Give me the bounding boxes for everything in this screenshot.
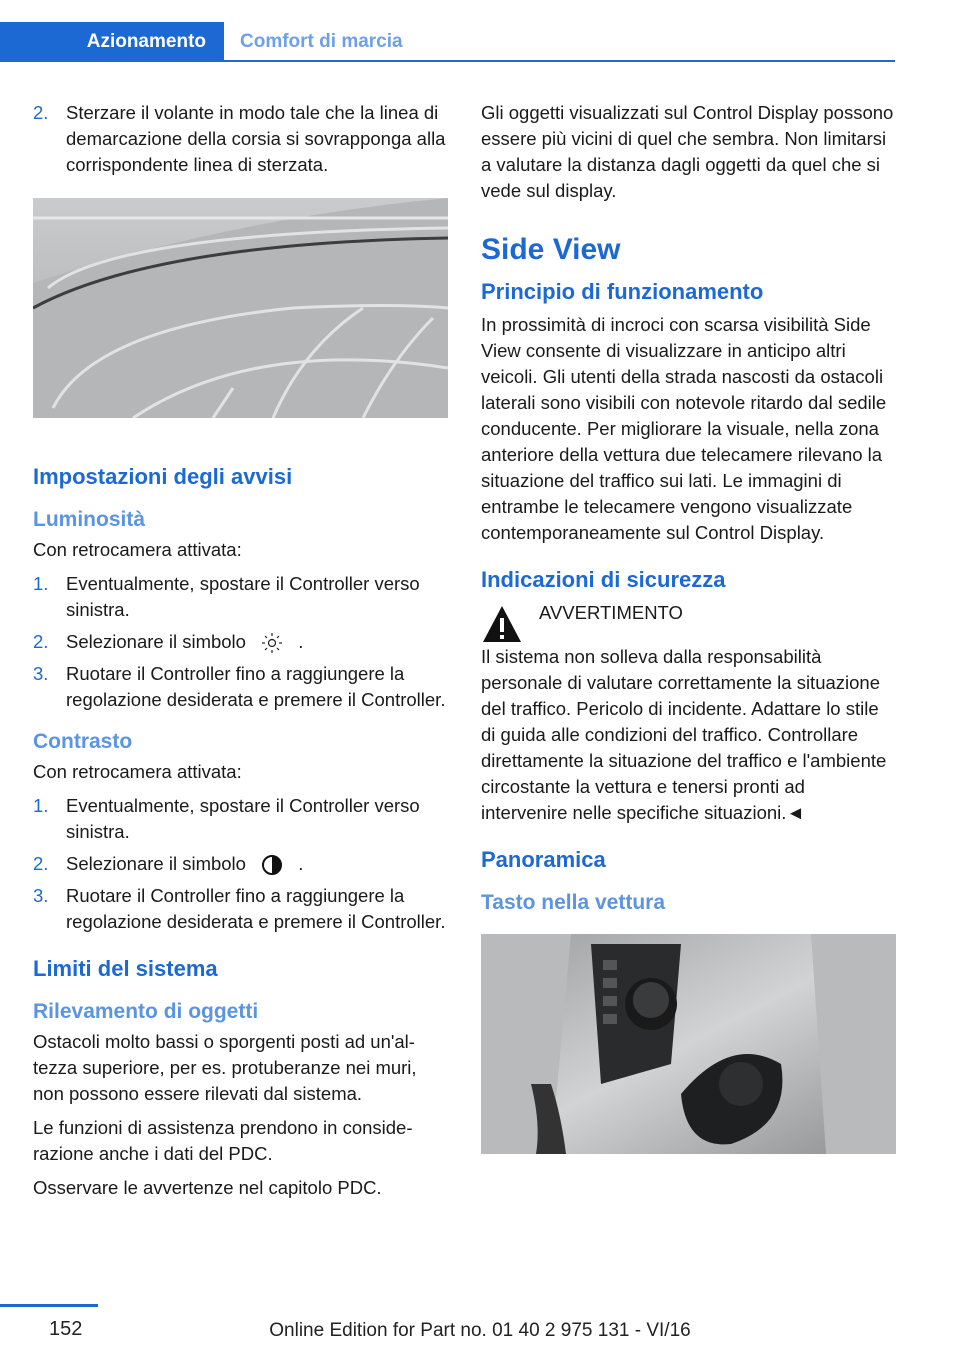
- chapter-tab-inactive[interactable]: Comfort di marcia: [240, 31, 403, 52]
- page-header: [0, 0, 895, 62]
- list-item: [33, 100, 448, 178]
- list-item: [33, 851, 448, 877]
- contrast-heading: Contrasto: [33, 730, 133, 753]
- step-text: [66, 629, 448, 655]
- safety-heading: Indicazioni di sicurezza: [481, 567, 726, 592]
- overview-heading: Panoramica: [481, 847, 606, 872]
- contrast-icon: [261, 854, 283, 876]
- step-number: 3.: [33, 663, 49, 684]
- step-text: Eventualmente, spostare il Controller verso sinistra.: [66, 795, 420, 842]
- contrast-intro: Con retrocamera attivata:: [33, 761, 242, 782]
- warning-text: Il sistema non solleva dalla responsabilità personale di valutare correttamente la situazione del traffico. Pericolo di incidente. Adattare lo stile di guida alle condizioni del traffico. Controllare direttamente la situazione del traffico e l'ambiente circostante la vettura e tenersi pronti ad intervenire nelle specifiche situazioni.◄: [481, 646, 887, 823]
- list-item: [33, 571, 448, 623]
- chapter-tab-active[interactable]: Azionamento: [0, 22, 224, 62]
- step-text-before-icon: Selezionare il simbolo: [66, 631, 246, 652]
- step-text: Ruotare il Controller fino a raggiungere la regolazione desiderata e premere il Controller.: [66, 885, 446, 932]
- brightness-intro: Con retrocamera attivata:: [33, 539, 242, 560]
- button-heading: Tasto nella vettura: [481, 891, 665, 914]
- warning-triangle-icon: [481, 604, 523, 644]
- limits-heading: Limiti del sistema: [33, 956, 218, 981]
- step-number: 3.: [33, 885, 49, 906]
- detection-paragraph-1: Ostacoli molto bassi o sporgenti posti ad un'altezza superiore, per es. protuberanze nei muri, non possono essere rilevati dal sistema.: [33, 1031, 417, 1104]
- step-number: 2.: [33, 631, 49, 652]
- detection-paragraph-3: Osservare le avvertenze nel capitolo PDC.: [33, 1177, 382, 1198]
- step-text: Eventualmente, spostare il Controller verso sinistra.: [66, 573, 420, 620]
- right-column: [481, 100, 896, 1179]
- list-item: [33, 883, 448, 935]
- step-text: Ruotare il Controller fino a raggiungere la regolazione desiderata e premere il Controller.: [66, 663, 446, 710]
- step-text: [66, 851, 448, 877]
- left-column: [33, 100, 448, 1209]
- step-number: 2.: [33, 102, 49, 123]
- list-item: [33, 629, 448, 655]
- sideview-heading: Side View: [481, 233, 621, 266]
- step-text: Sterzare il volante in modo tale che la linea di demarcazione della corsia si sovrapponga alla corrispondente linea di sterzata.: [66, 102, 446, 175]
- principle-paragraph: In prossimità di incroci con scarsa visibilità Side View consente di visualizzare in anticipo altri veicoli. Gli utenti della strada nascosti da ostacoli laterali sono visibili con notevole ritardo dal sedile conducente. Per migliorare la visuale, nella zona anteriore della vettura due telecamere rilevano la situazione del traffico sui lati. Le immagini di entrambe le telecamere vengono visualizzate contemporaneamente sul Control Display.: [481, 314, 887, 543]
- detection-heading: Rilevamento di oggetti: [33, 1000, 259, 1023]
- step-text-after-icon: .: [298, 631, 304, 652]
- list-item: [33, 793, 448, 845]
- footer-rule: [0, 1304, 98, 1307]
- step-number: 1.: [33, 573, 49, 594]
- step-number: 2.: [33, 853, 49, 874]
- step-text-before-icon: Selezionare il simbolo: [66, 853, 246, 874]
- center-console-photo: [481, 934, 896, 1154]
- settings-heading: Impostazioni degli avvisi: [33, 464, 293, 489]
- warning-title: AVVERTIMENTO: [539, 602, 683, 623]
- warning-block: [481, 600, 896, 644]
- camera-display-illustration: [33, 198, 448, 418]
- list-item: [33, 661, 448, 713]
- step-number: 1.: [33, 795, 49, 816]
- edition-line: Online Edition for Part no. 01 40 2 975 131 - VI/16: [269, 1320, 691, 1341]
- intro-paragraph: Gli oggetti visualizzati sul Control Display possono essere più vicini di quel che sembra. Non limitarsi a valutare la distanza dagli oggetti da quel che si vede sul display.: [481, 102, 894, 201]
- step-text-after-icon: .: [298, 853, 304, 874]
- principle-heading: Principio di funzionamento: [481, 279, 764, 304]
- brightness-icon: [261, 632, 283, 654]
- header-rule: [224, 60, 895, 62]
- brightness-heading: Luminosità: [33, 508, 146, 531]
- detection-paragraph-2: Le funzioni di assistenza prendono in considerazione anche i dati del PDC.: [33, 1117, 413, 1164]
- page-number: 152: [49, 1318, 83, 1340]
